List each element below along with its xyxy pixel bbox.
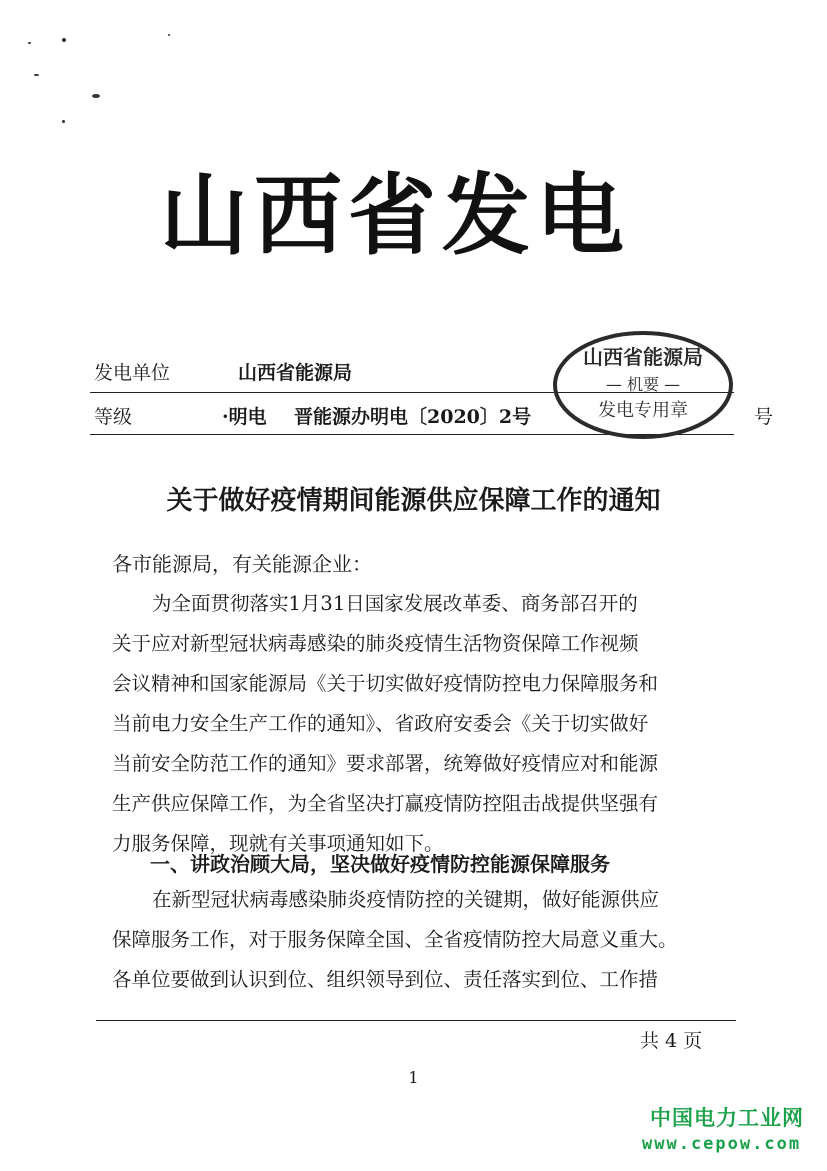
sender-row bbox=[94, 358, 352, 385]
paragraph-line: 关于应对新型冠状病毒感染的肺炎疫情生活物资保障工作视频 bbox=[112, 632, 639, 655]
page-number: 1 bbox=[408, 1068, 419, 1087]
grade-label: 等级 bbox=[94, 406, 133, 428]
official-seal-icon bbox=[548, 330, 738, 440]
total-pages: 共 4 页 bbox=[640, 1030, 703, 1052]
document-title: 关于做好疫情期间能源供应保障工作的通知 bbox=[166, 486, 661, 516]
paragraph-line: 生产供应保障工作，为全省坚决打赢疫情防控阻击战提供坚强有 bbox=[112, 792, 659, 815]
paragraph-line: 在新型冠状病毒感染肺炎疫情防控的关键期，做好能源供应 bbox=[152, 888, 660, 911]
paragraph-line: 会议精神和国家能源局《关于切实做好疫情防控电力保障服务和 bbox=[112, 672, 659, 695]
watermark-url[interactable]: www.cepow.com bbox=[642, 1134, 802, 1154]
paragraph-line: 当前安全防范工作的通知》要求部署，统筹做好疫情应对和能源 bbox=[112, 752, 659, 775]
paragraph-line: 各单位要做到认识到位、组织领导到位、责任落实到位、工作措 bbox=[112, 968, 659, 991]
sender-label: 发电单位 bbox=[94, 362, 171, 384]
paragraph-2 bbox=[112, 880, 732, 1000]
doc-suffix: 号 bbox=[754, 406, 774, 428]
grade-value: ·明电 bbox=[222, 406, 267, 428]
svg-text:山西省能源局: 山西省能源局 bbox=[583, 345, 703, 369]
paragraph-line: 保障服务工作，对于服务保障全国、全省疫情防控大局意义重大。 bbox=[112, 928, 678, 951]
doc-number: 晋能源办明电〔2020〕2号 bbox=[294, 406, 532, 428]
footer-divider bbox=[96, 1020, 736, 1021]
addressee: 各市能源局，有关能源企业： bbox=[112, 552, 372, 576]
section-heading-1: 一、讲政治顾大局，坚决做好疫情防控能源保障服务 bbox=[150, 852, 610, 876]
paragraph-line: 为全面贯彻落实1月31日国家发展改革委、商务部召开的 bbox=[152, 592, 638, 615]
svg-text:— 机要 —: — 机要 — bbox=[605, 375, 681, 394]
sender-value: 山西省能源局 bbox=[238, 362, 353, 384]
header-title: 山西省发电 bbox=[160, 164, 631, 267]
paragraph-line: 力服务保障，现就有关事项通知如下。 bbox=[112, 832, 444, 855]
paragraph-1 bbox=[112, 584, 732, 864]
watermark-name: 中国电力工业网 bbox=[650, 1106, 804, 1130]
svg-text:发电专用章: 发电专用章 bbox=[598, 400, 688, 421]
paragraph-line: 当前电力安全生产工作的通知》、省政府安委会《关于切实做好 bbox=[112, 712, 649, 735]
